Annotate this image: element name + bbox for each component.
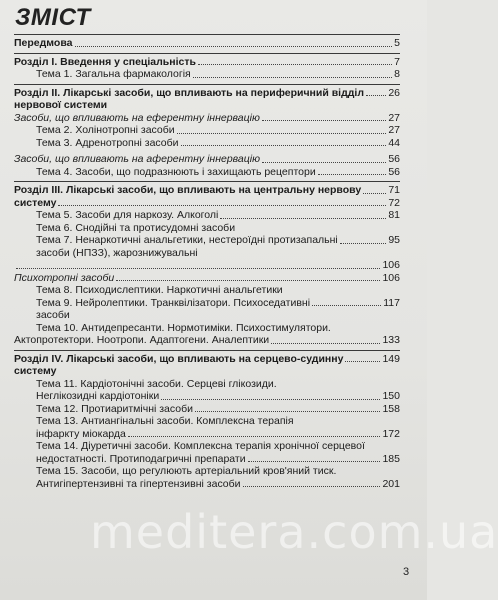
page-ref: 44 <box>388 136 400 149</box>
toc-section-3 <box>14 182 400 350</box>
toc-section-4 <box>14 351 400 494</box>
page-ref: 7 <box>394 55 400 68</box>
toc-entry-cont: засоби (НПЗЗ), жарознижувальні <box>36 246 198 259</box>
toc-entry: Тема 5. Засоби для наркозу. Алкоголі 81 <box>36 209 400 221</box>
leader-dots <box>177 133 387 134</box>
section-title-cont: систему 72 <box>14 196 400 209</box>
leader-dots <box>271 343 380 344</box>
page-ref: 26 <box>388 86 400 99</box>
page-ref: 5 <box>394 37 400 49</box>
leader-dots <box>345 361 380 362</box>
section-title: Розділ ІІ. Лікарські засоби, що впливають на периферичний відділ 26 <box>14 86 400 99</box>
toc-entry-cont: засоби <box>36 309 70 321</box>
page-ref: 150 <box>382 390 400 402</box>
toc-preface <box>14 35 400 53</box>
page-ref: 117 <box>383 296 400 309</box>
toc-subheading: Засоби, що впливають на аферентну іннервацію 56 <box>14 153 400 165</box>
page-ref: 185 <box>382 452 400 465</box>
toc-entry-cont: недостатності. Протиподагричні препарати 185 <box>36 452 400 465</box>
leader-dots <box>243 486 381 487</box>
leader-dots <box>248 461 381 462</box>
section-title: Розділ І. Введення у спеціальність 7 <box>14 55 400 68</box>
page-ref: 71 <box>388 184 400 196</box>
toc-entry: Тема 4. Засоби, що подразнюють і захищають рецептори 56 <box>36 165 400 178</box>
toc-entry: Тема 15. Засоби, що регулюють артеріальний кров'яний тиск. <box>36 465 337 477</box>
toc-entry: Тема 3. Адренотропні засоби 44 <box>36 136 400 149</box>
leader-dots <box>193 77 392 78</box>
toc-subheading: Засоби, що впливають на еферентну іннервацію 27 <box>14 111 400 124</box>
page-ref: 201 <box>382 477 400 490</box>
page-ref: 95 <box>388 234 400 246</box>
toc-section-2 <box>14 85 400 182</box>
section-title-cont: систему <box>14 365 57 377</box>
toc-entry: Тема 8. Психодислептики. Наркотичні анальгетики <box>36 284 283 296</box>
toc-entry: Тема 10. Антидепресанти. Нормотиміки. Психостимулятори. <box>36 321 331 334</box>
toc-subheading: Психотропні засоби 106 <box>14 271 400 284</box>
page-ref: 81 <box>388 209 400 221</box>
toc-entry: Тема 13. Антиангінальні засоби. Комплексна терапія <box>36 415 294 427</box>
page-ref: 72 <box>388 196 400 209</box>
leader-dots <box>75 46 393 47</box>
toc-entry-cont: інфаркту міокарда 172 <box>36 427 400 440</box>
leader-dots <box>262 162 386 163</box>
leader-dots <box>198 64 392 65</box>
section-title-cont: нервової системи <box>14 99 108 111</box>
leader-dots <box>195 411 380 412</box>
toc-entry: Тема 1. Загальна фармакологія 8 <box>36 68 400 80</box>
page-ref: 133 <box>382 334 400 346</box>
toc-entry: Тема 14. Діуретичні засоби. Комплексна терапія хронічної серцевої <box>36 440 365 452</box>
toc-entry: Тема 12. Протиаритмічні засоби 158 <box>36 402 400 415</box>
page-title: ЗМІСТ <box>15 4 91 31</box>
leader-dots <box>340 243 387 244</box>
table-of-contents <box>14 34 400 493</box>
page-number: 3 <box>403 566 410 578</box>
toc-entry: Тема 11. Кардіотонічні засоби. Серцеві глікозиди. <box>36 377 277 390</box>
section-title: Розділ IV. Лікарські засоби, що впливають на серцево-судинну 149 <box>14 352 400 365</box>
page-ref: 8 <box>394 68 400 80</box>
leader-dots <box>116 280 380 281</box>
leader-dots <box>58 205 386 206</box>
leader-dots <box>366 95 386 96</box>
toc-page-line <box>14 259 400 272</box>
leader-dots <box>128 436 381 437</box>
toc-entry: Тема 2. Холінотропні засоби 27 <box>36 124 400 136</box>
page-ref: 56 <box>388 165 400 178</box>
page-ref: 158 <box>382 402 400 415</box>
toc-entry-cont: Антигіпертензивні та гіпертензивні засоби 201 <box>36 477 400 490</box>
page-ref: 106 <box>382 259 400 271</box>
leader-dots <box>220 218 386 219</box>
watermark: meditera.com.ua <box>90 505 498 559</box>
leader-dots <box>318 174 387 175</box>
leader-dots <box>363 193 386 194</box>
page-ref: 56 <box>388 153 400 165</box>
toc-entry-cont: Актопротектори. Ноотропи. Адаптогени. Аналептики 133 <box>14 334 400 346</box>
page-ref: 149 <box>382 352 400 365</box>
toc-entry: Тема 6. Снодійні та протисудомні засоби <box>36 221 236 234</box>
page-ref: 27 <box>388 111 400 124</box>
leader-dots <box>262 120 386 121</box>
page-ref: 106 <box>382 271 400 284</box>
page-ref: 172 <box>382 427 400 440</box>
leader-dots <box>161 399 380 400</box>
toc-entry-cont: Неглікозидні кардіотоніки 150 <box>36 390 400 402</box>
section-title: Розділ ІІІ. Лікарські засоби, що впливають на центральну нервову 71 <box>14 184 400 196</box>
page-ref: 27 <box>388 124 400 136</box>
leader-dots <box>181 145 387 146</box>
toc-entry: Тема 9. Нейролептики. Транквілізатори. Психоседативні 117 <box>36 296 400 309</box>
toc-section-1 <box>14 54 400 84</box>
toc-entry: Тема 7. Ненаркотичні анальгетики, нестероїдні протизапальні 95 <box>36 234 400 246</box>
leader-dots <box>16 268 380 269</box>
toc-entry: Передмова 5 <box>14 37 400 49</box>
leader-dots <box>312 305 381 306</box>
